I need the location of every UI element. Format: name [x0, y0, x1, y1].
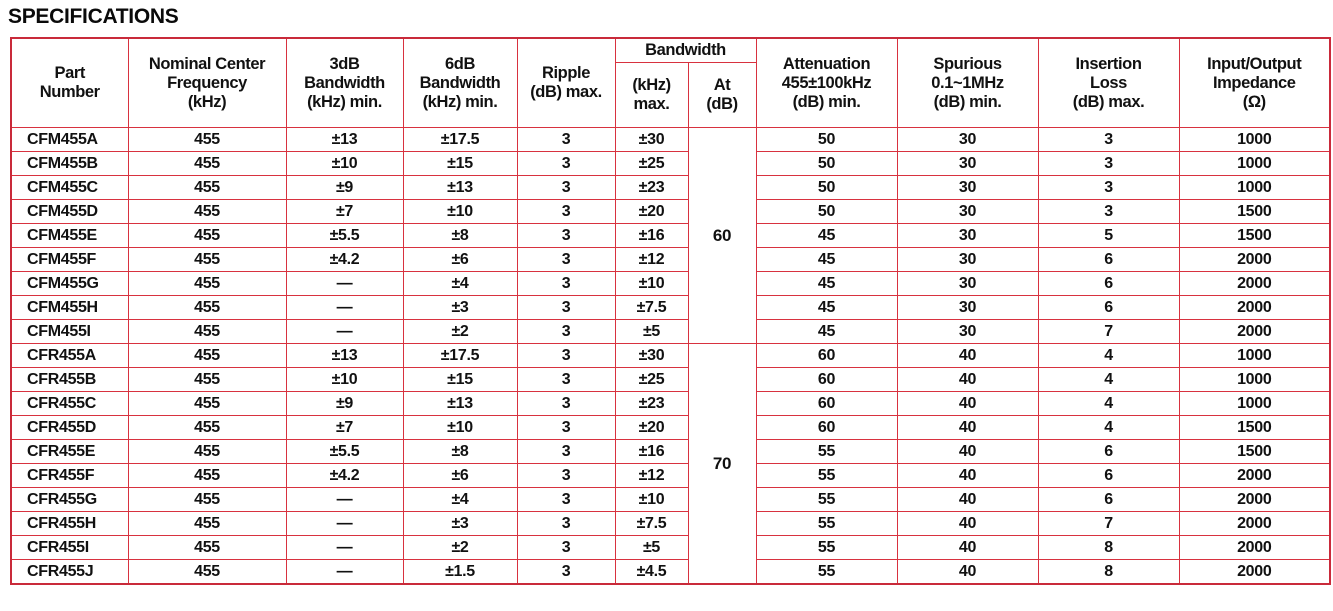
cell-part-number: CFM455G: [11, 272, 128, 296]
cell-bandwidth-6db: ±4: [403, 272, 517, 296]
cell-insertion-loss: 6: [1038, 248, 1179, 272]
header-spurious: Spurious 0.1~1MHz (dB) min.: [897, 38, 1038, 128]
cell-ripple: 3: [517, 128, 615, 152]
cell-impedance: 1000: [1179, 368, 1330, 392]
page-title: SPECIFICATIONS: [8, 5, 179, 28]
cell-spurious: 40: [897, 440, 1038, 464]
cell-center-frequency: 455: [128, 272, 286, 296]
cell-ripple: 3: [517, 536, 615, 560]
cell-impedance: 2000: [1179, 488, 1330, 512]
cell-insertion-loss: 4: [1038, 344, 1179, 368]
header-3db-bandwidth: 3dB Bandwidth (kHz) min.: [286, 38, 403, 128]
cell-bandwidth-max: ±7.5: [615, 296, 688, 320]
cell-spurious: 40: [897, 368, 1038, 392]
cell-ripple: 3: [517, 392, 615, 416]
cell-center-frequency: 455: [128, 536, 286, 560]
cell-center-frequency: 455: [128, 200, 286, 224]
cell-part-number: CFM455D: [11, 200, 128, 224]
cell-part-number: CFR455D: [11, 416, 128, 440]
cell-insertion-loss: 6: [1038, 440, 1179, 464]
cell-ripple: 3: [517, 440, 615, 464]
cell-bandwidth-3db: ±5.5: [286, 440, 403, 464]
cell-bandwidth-max: ±4.5: [615, 560, 688, 585]
table-row: [11, 344, 1330, 368]
cell-part-number: CFR455A: [11, 344, 128, 368]
table-row: [11, 296, 1330, 320]
cell-impedance: 1000: [1179, 344, 1330, 368]
cell-bandwidth-3db: —: [286, 536, 403, 560]
cell-bandwidth-3db: ±10: [286, 152, 403, 176]
cell-bandwidth-6db: ±6: [403, 464, 517, 488]
cell-ripple: 3: [517, 152, 615, 176]
table-row: [11, 152, 1330, 176]
header-impedance: Input/Output Impedance (Ω): [1179, 38, 1330, 128]
cell-bandwidth-6db: ±15: [403, 368, 517, 392]
cell-bandwidth-6db: ±15: [403, 152, 517, 176]
cell-bandwidth-at-db: 70: [688, 344, 756, 585]
cell-bandwidth-max: ±12: [615, 248, 688, 272]
cell-part-number: CFM455C: [11, 176, 128, 200]
cell-part-number: CFR455I: [11, 536, 128, 560]
cell-spurious: 40: [897, 464, 1038, 488]
cell-impedance: 1000: [1179, 128, 1330, 152]
cell-spurious: 30: [897, 248, 1038, 272]
cell-ripple: 3: [517, 272, 615, 296]
cell-spurious: 30: [897, 320, 1038, 344]
cell-attenuation: 50: [756, 176, 897, 200]
table-row: [11, 224, 1330, 248]
cell-spurious: 40: [897, 488, 1038, 512]
table-row: [11, 512, 1330, 536]
cell-spurious: 30: [897, 224, 1038, 248]
cell-spurious: 40: [897, 344, 1038, 368]
cell-bandwidth-max: ±10: [615, 488, 688, 512]
cell-center-frequency: 455: [128, 248, 286, 272]
cell-bandwidth-3db: ±13: [286, 344, 403, 368]
cell-center-frequency: 455: [128, 296, 286, 320]
cell-center-frequency: 455: [128, 128, 286, 152]
cell-insertion-loss: 3: [1038, 152, 1179, 176]
cell-bandwidth-6db: ±4: [403, 488, 517, 512]
cell-attenuation: 55: [756, 488, 897, 512]
cell-bandwidth-max: ±16: [615, 440, 688, 464]
cell-bandwidth-3db: ±4.2: [286, 248, 403, 272]
cell-bandwidth-6db: ±10: [403, 416, 517, 440]
cell-bandwidth-6db: ±8: [403, 440, 517, 464]
cell-insertion-loss: 4: [1038, 416, 1179, 440]
cell-ripple: 3: [517, 464, 615, 488]
cell-center-frequency: 455: [128, 176, 286, 200]
cell-spurious: 40: [897, 512, 1038, 536]
cell-part-number: CFM455A: [11, 128, 128, 152]
cell-center-frequency: 455: [128, 464, 286, 488]
cell-center-frequency: 455: [128, 344, 286, 368]
cell-bandwidth-max: ±12: [615, 464, 688, 488]
cell-impedance: 1500: [1179, 440, 1330, 464]
cell-bandwidth-max: ±23: [615, 176, 688, 200]
cell-spurious: 40: [897, 392, 1038, 416]
cell-insertion-loss: 8: [1038, 536, 1179, 560]
table-row: [11, 176, 1330, 200]
cell-bandwidth-at-db: 60: [688, 128, 756, 344]
cell-impedance: 2000: [1179, 320, 1330, 344]
cell-attenuation: 45: [756, 248, 897, 272]
cell-impedance: 2000: [1179, 272, 1330, 296]
cell-attenuation: 45: [756, 224, 897, 248]
cell-part-number: CFR455B: [11, 368, 128, 392]
table-row: [11, 200, 1330, 224]
cell-part-number: CFR455J: [11, 560, 128, 585]
cell-ripple: 3: [517, 320, 615, 344]
cell-attenuation: 60: [756, 392, 897, 416]
cell-bandwidth-3db: —: [286, 512, 403, 536]
header-insertion-loss: Insertion Loss (dB) max.: [1038, 38, 1179, 128]
cell-bandwidth-6db: ±13: [403, 392, 517, 416]
cell-attenuation: 45: [756, 272, 897, 296]
cell-attenuation: 60: [756, 368, 897, 392]
cell-attenuation: 55: [756, 536, 897, 560]
cell-bandwidth-3db: —: [286, 488, 403, 512]
cell-insertion-loss: 4: [1038, 392, 1179, 416]
cell-ripple: 3: [517, 224, 615, 248]
cell-bandwidth-3db: ±7: [286, 416, 403, 440]
cell-bandwidth-6db: ±8: [403, 224, 517, 248]
cell-bandwidth-6db: ±10: [403, 200, 517, 224]
cell-part-number: CFM455B: [11, 152, 128, 176]
cell-impedance: 2000: [1179, 512, 1330, 536]
cell-part-number: CFR455G: [11, 488, 128, 512]
table-row: [11, 248, 1330, 272]
table-row: [11, 488, 1330, 512]
cell-bandwidth-max: ±25: [615, 368, 688, 392]
cell-bandwidth-max: ±23: [615, 392, 688, 416]
cell-insertion-loss: 6: [1038, 296, 1179, 320]
cell-attenuation: 55: [756, 560, 897, 585]
cell-ripple: 3: [517, 248, 615, 272]
cell-bandwidth-6db: ±6: [403, 248, 517, 272]
cell-impedance: 2000: [1179, 560, 1330, 585]
cell-bandwidth-6db: ±17.5: [403, 344, 517, 368]
cell-bandwidth-6db: ±17.5: [403, 128, 517, 152]
cell-center-frequency: 455: [128, 560, 286, 585]
cell-attenuation: 55: [756, 512, 897, 536]
cell-bandwidth-max: ±7.5: [615, 512, 688, 536]
cell-attenuation: 45: [756, 296, 897, 320]
cell-impedance: 1500: [1179, 200, 1330, 224]
cell-bandwidth-3db: ±7: [286, 200, 403, 224]
cell-spurious: 30: [897, 128, 1038, 152]
cell-spurious: 40: [897, 560, 1038, 585]
cell-bandwidth-3db: —: [286, 272, 403, 296]
cell-spurious: 40: [897, 416, 1038, 440]
cell-bandwidth-3db: ±9: [286, 392, 403, 416]
cell-insertion-loss: 7: [1038, 320, 1179, 344]
cell-ripple: 3: [517, 560, 615, 585]
cell-impedance: 2000: [1179, 248, 1330, 272]
cell-bandwidth-6db: ±2: [403, 320, 517, 344]
table-row: [11, 536, 1330, 560]
cell-bandwidth-3db: —: [286, 320, 403, 344]
cell-insertion-loss: 6: [1038, 272, 1179, 296]
cell-attenuation: 55: [756, 440, 897, 464]
cell-part-number: CFR455C: [11, 392, 128, 416]
cell-attenuation: 50: [756, 200, 897, 224]
cell-bandwidth-max: ±20: [615, 200, 688, 224]
cell-part-number: CFM455I: [11, 320, 128, 344]
cell-center-frequency: 455: [128, 368, 286, 392]
cell-bandwidth-max: ±16: [615, 224, 688, 248]
cell-center-frequency: 455: [128, 512, 286, 536]
cell-impedance: 2000: [1179, 464, 1330, 488]
cell-impedance: 1500: [1179, 224, 1330, 248]
cell-attenuation: 55: [756, 464, 897, 488]
table-row: [11, 320, 1330, 344]
cell-insertion-loss: 3: [1038, 176, 1179, 200]
cell-bandwidth-6db: ±1.5: [403, 560, 517, 585]
cell-bandwidth-3db: ±10: [286, 368, 403, 392]
cell-bandwidth-3db: ±5.5: [286, 224, 403, 248]
header-center-frequency: Nominal Center Frequency (kHz): [128, 38, 286, 128]
cell-ripple: 3: [517, 512, 615, 536]
header-ripple: Ripple (dB) max.: [517, 38, 615, 128]
cell-bandwidth-max: ±10: [615, 272, 688, 296]
table-row: [11, 368, 1330, 392]
specifications-body: [11, 128, 1330, 585]
table-row: [11, 128, 1330, 152]
cell-spurious: 30: [897, 176, 1038, 200]
header-attenuation: Attenuation 455±100kHz (dB) min.: [756, 38, 897, 128]
cell-bandwidth-max: ±30: [615, 128, 688, 152]
cell-center-frequency: 455: [128, 392, 286, 416]
cell-ripple: 3: [517, 200, 615, 224]
cell-insertion-loss: 7: [1038, 512, 1179, 536]
cell-spurious: 30: [897, 296, 1038, 320]
cell-bandwidth-3db: —: [286, 560, 403, 585]
cell-bandwidth-6db: ±13: [403, 176, 517, 200]
header-bandwidth-at: At (dB): [688, 62, 756, 127]
cell-impedance: 1500: [1179, 416, 1330, 440]
cell-insertion-loss: 6: [1038, 488, 1179, 512]
header-6db-bandwidth: 6dB Bandwidth (kHz) min.: [403, 38, 517, 128]
cell-part-number: CFM455H: [11, 296, 128, 320]
cell-ripple: 3: [517, 368, 615, 392]
cell-insertion-loss: 6: [1038, 464, 1179, 488]
cell-bandwidth-3db: ±9: [286, 176, 403, 200]
cell-part-number: CFM455E: [11, 224, 128, 248]
cell-attenuation: 50: [756, 128, 897, 152]
cell-ripple: 3: [517, 176, 615, 200]
header-bandwidth-max: (kHz) max.: [615, 62, 688, 127]
cell-attenuation: 60: [756, 344, 897, 368]
cell-bandwidth-max: ±5: [615, 320, 688, 344]
cell-ripple: 3: [517, 488, 615, 512]
table-row: [11, 440, 1330, 464]
cell-spurious: 40: [897, 536, 1038, 560]
cell-center-frequency: 455: [128, 488, 286, 512]
cell-insertion-loss: 3: [1038, 128, 1179, 152]
table-row: [11, 392, 1330, 416]
cell-insertion-loss: 5: [1038, 224, 1179, 248]
cell-bandwidth-3db: ±13: [286, 128, 403, 152]
cell-spurious: 30: [897, 200, 1038, 224]
cell-ripple: 3: [517, 416, 615, 440]
cell-part-number: CFR455F: [11, 464, 128, 488]
cell-attenuation: 50: [756, 152, 897, 176]
cell-center-frequency: 455: [128, 416, 286, 440]
cell-impedance: 1000: [1179, 176, 1330, 200]
specifications-table: [10, 37, 1331, 585]
header-part-number: Part Number: [11, 38, 128, 128]
cell-bandwidth-6db: ±2: [403, 536, 517, 560]
cell-part-number: CFR455E: [11, 440, 128, 464]
cell-insertion-loss: 8: [1038, 560, 1179, 585]
cell-part-number: CFM455F: [11, 248, 128, 272]
table-row: [11, 416, 1330, 440]
cell-bandwidth-3db: —: [286, 296, 403, 320]
cell-ripple: 3: [517, 296, 615, 320]
cell-bandwidth-max: ±30: [615, 344, 688, 368]
table-row: [11, 272, 1330, 296]
cell-spurious: 30: [897, 272, 1038, 296]
cell-bandwidth-max: ±20: [615, 416, 688, 440]
cell-attenuation: 60: [756, 416, 897, 440]
cell-center-frequency: 455: [128, 440, 286, 464]
cell-impedance: 2000: [1179, 536, 1330, 560]
cell-center-frequency: 455: [128, 320, 286, 344]
cell-insertion-loss: 4: [1038, 368, 1179, 392]
cell-part-number: CFR455H: [11, 512, 128, 536]
cell-bandwidth-6db: ±3: [403, 296, 517, 320]
cell-impedance: 1000: [1179, 152, 1330, 176]
cell-insertion-loss: 3: [1038, 200, 1179, 224]
cell-center-frequency: 455: [128, 152, 286, 176]
table-row: [11, 560, 1330, 585]
cell-attenuation: 45: [756, 320, 897, 344]
cell-center-frequency: 455: [128, 224, 286, 248]
cell-impedance: 2000: [1179, 296, 1330, 320]
cell-bandwidth-3db: ±4.2: [286, 464, 403, 488]
cell-bandwidth-max: ±25: [615, 152, 688, 176]
cell-bandwidth-max: ±5: [615, 536, 688, 560]
table-row: [11, 464, 1330, 488]
header-bandwidth-group: Bandwidth: [615, 38, 756, 62]
cell-ripple: 3: [517, 344, 615, 368]
cell-bandwidth-6db: ±3: [403, 512, 517, 536]
cell-spurious: 30: [897, 152, 1038, 176]
cell-impedance: 1000: [1179, 392, 1330, 416]
